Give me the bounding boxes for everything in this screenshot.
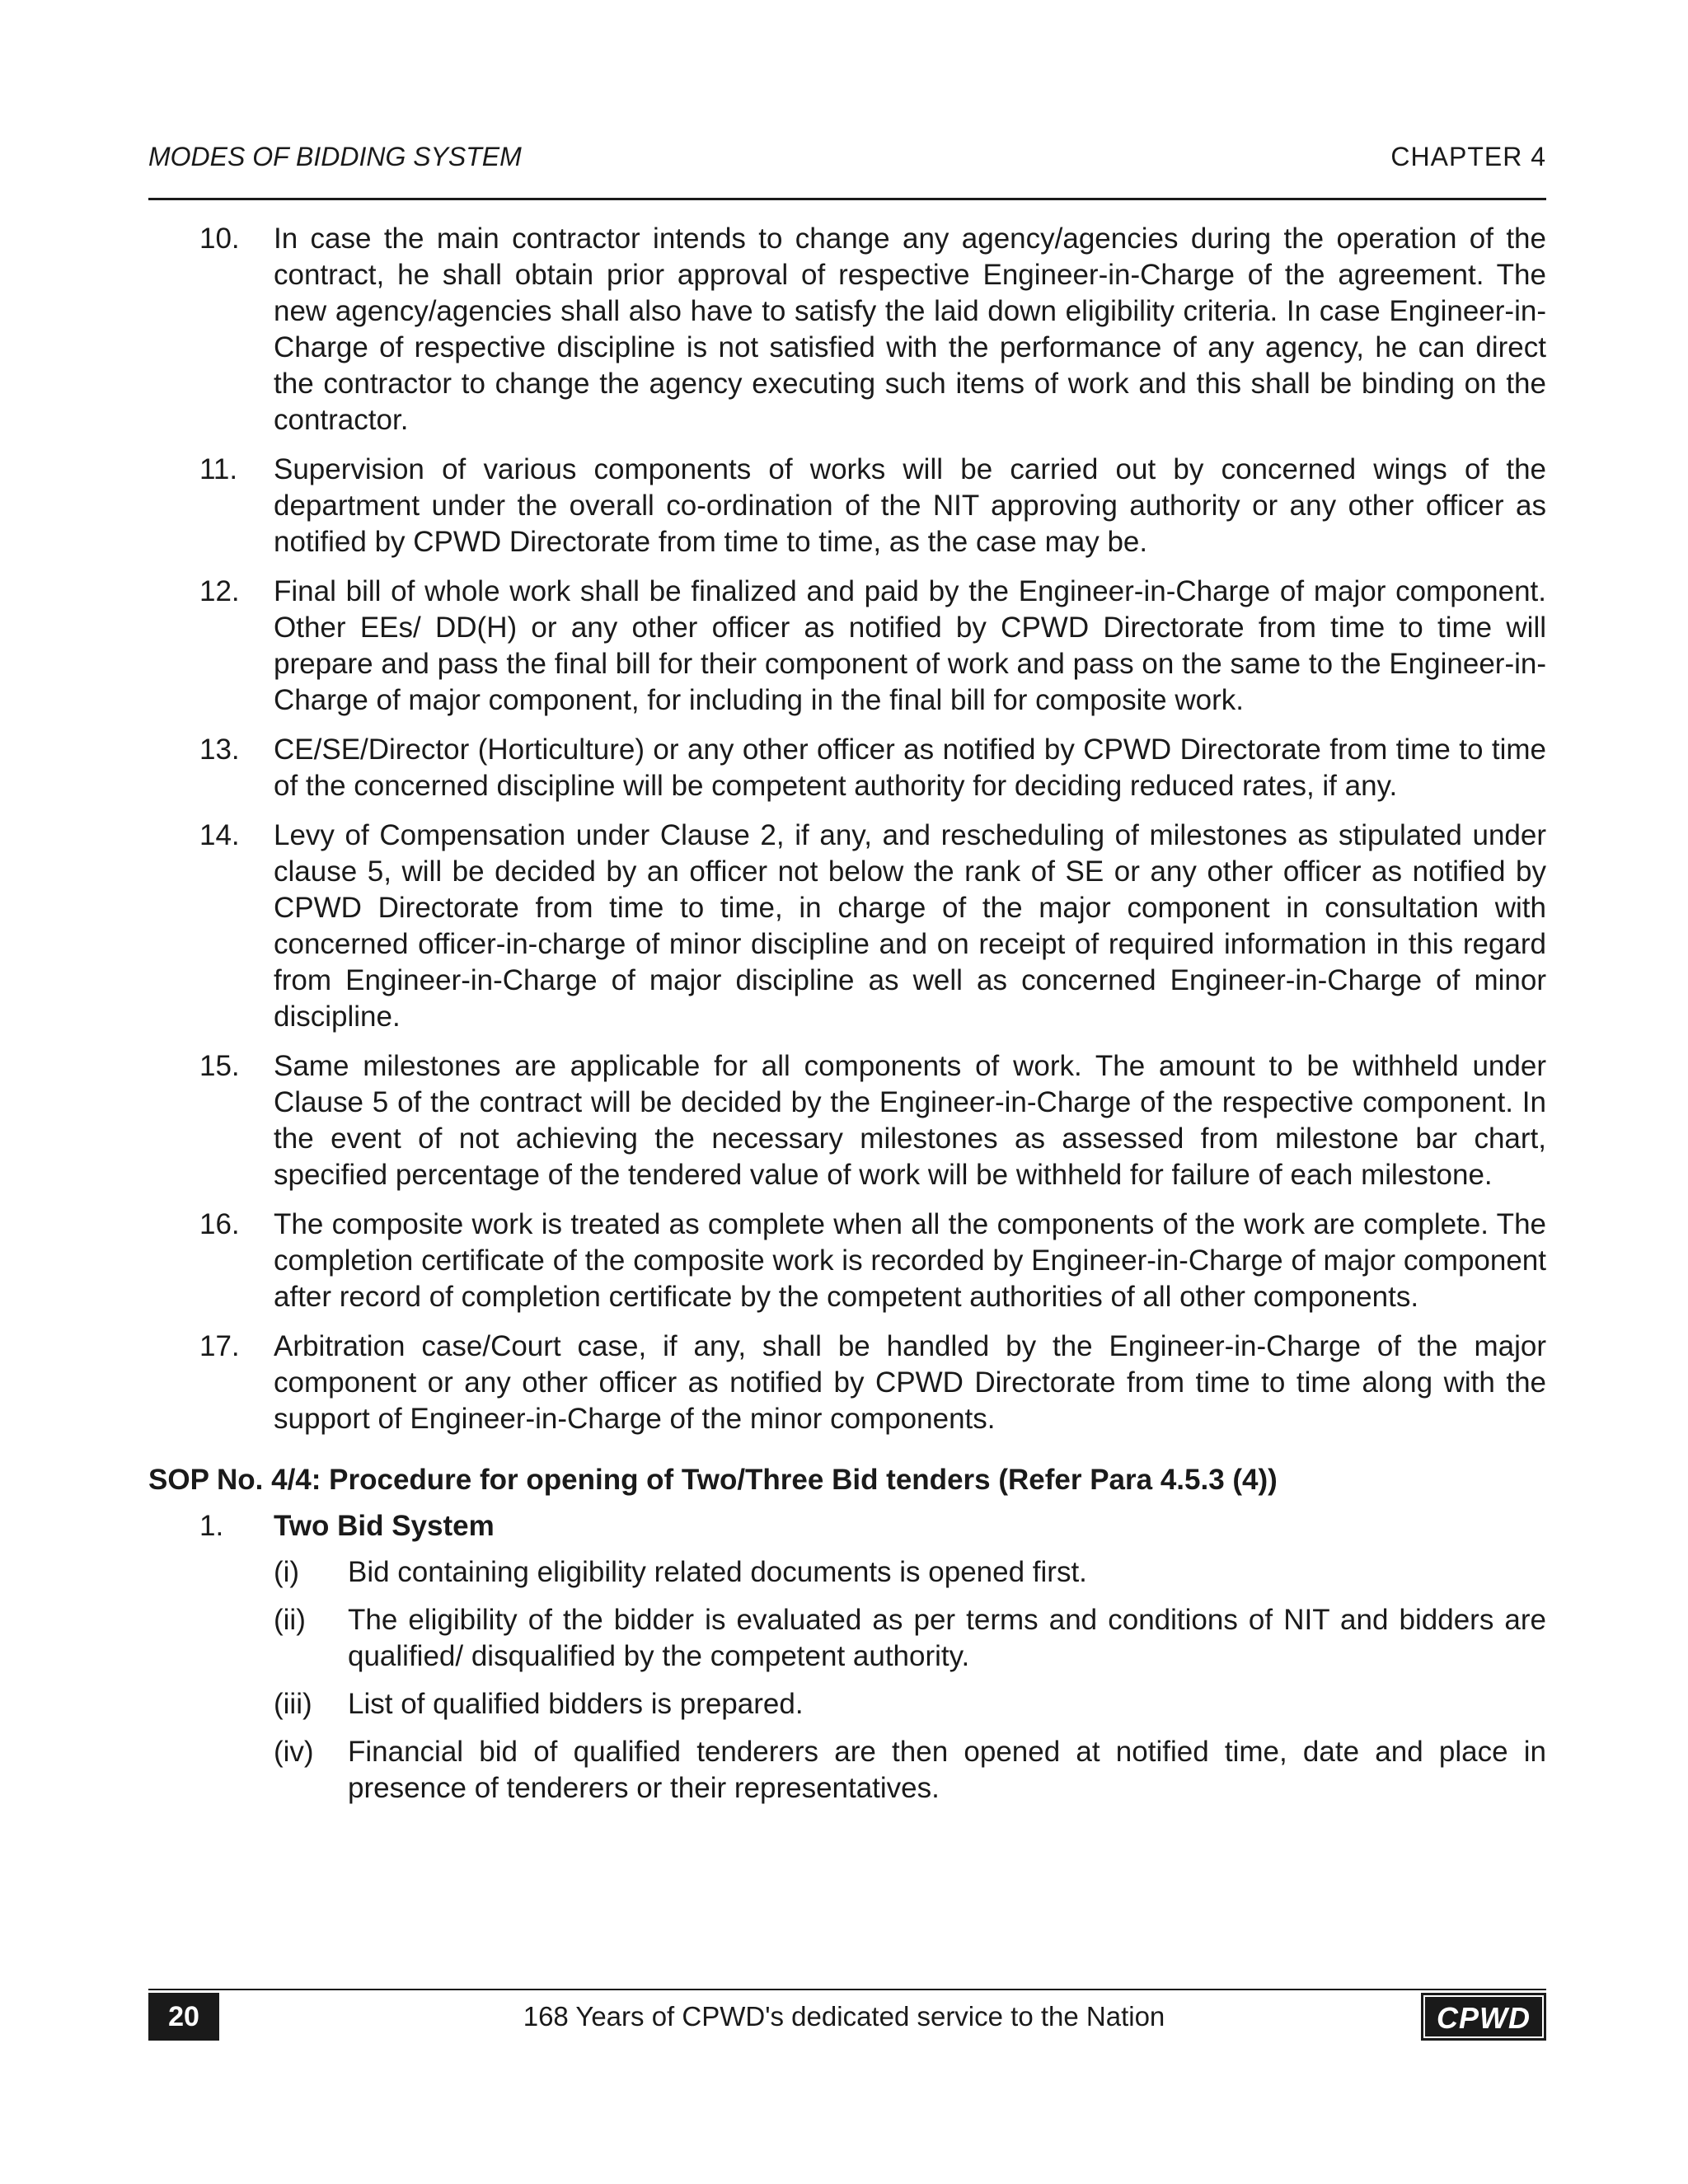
list-item [148, 1207, 1546, 1315]
list-item [148, 452, 1546, 560]
section-title: Two Bid System [274, 1510, 495, 1542]
section-heading [148, 1508, 1546, 1544]
page-content [148, 221, 1546, 1818]
list-item [148, 1329, 1546, 1437]
list-item [148, 818, 1546, 1035]
item-text: In case the main contractor intends to change any agency/agencies during the operation of the contract, he shall obtain prior approval of respective Engineer-in-Charge of the agreement. The new agency/agencies shall also have to satisfy the laid down eligibility criteria. In case Engineer-in-Charge of respective discipline is not satisfied with the performance of any agency, he can direct the contractor to change the agency executing such items of work and this shall be binding on the contractor. [274, 223, 1546, 436]
sub-item-number: (ii) [274, 1604, 306, 1636]
item-number: 12. [199, 575, 240, 607]
sub-list-item [148, 1554, 1546, 1591]
sub-item-text: The eligibility of the bidder is evaluated as per terms and conditions of NIT and bidders are qualified/ disqualified by the competent authority. [348, 1604, 1546, 1672]
item-number: 13. [199, 733, 240, 766]
sub-list-item [148, 1602, 1546, 1675]
cpwd-logo-icon [1421, 1993, 1546, 2041]
item-number: 10. [199, 223, 240, 255]
item-text: Levy of Compensation under Clause 2, if any, and rescheduling of milestones as stipulated under clause 5, will be decided by an officer not below the rank of SE or any other officer as notified by CPWD Directorate from time to time, in charge of the major component in consultation with concerned officer-in-charge of minor discipline and on receipt of required information in this regard from Engineer-in-Charge of major discipline as well as concerned Engineer-in-Charge of minor discipline. [274, 819, 1546, 1033]
sub-item-text: List of qualified bidders is prepared. [348, 1688, 804, 1720]
sub-item-number: (iv) [274, 1736, 314, 1768]
sub-list-item [148, 1734, 1546, 1807]
page-number: 20 [148, 1993, 219, 2041]
item-text: CE/SE/Director (Horticulture) or any other officer as notified by CPWD Directorate from time to time of the concerned discipline will be competent authority for deciding reduced rates, if any. [274, 733, 1546, 802]
list-item [148, 574, 1546, 719]
item-text: Supervision of various components of works will be carried out by concerned wings of the department under the overall co-ordination of the NIT approving authority or any other officer as notified by CPWD Directorate from time to time, as the case may be. [274, 453, 1546, 558]
sub-item-number: (i) [274, 1556, 300, 1588]
header-divider [148, 198, 1546, 200]
item-text: Final bill of whole work shall be finalized and paid by the Engineer-in-Charge of major component. Other EEs/ DD(H) or any other officer as notified by CPWD Directorate from time to time will prepare and pass the final bill for their component of work and pass on the same to the Engineer-in-Charge of major component, for including in the final bill for composite work. [274, 575, 1546, 716]
section-number: 1. [199, 1510, 224, 1542]
item-text: Same milestones are applicable for all components of work. The amount to be withheld under Clause 5 of the contract will be decided by the Engineer-in-Charge of the respective component. In the event of not achieving the necessary milestones as assessed from milestone bar chart, specified percentage of the tendered value of work will be withheld for failure of each milestone. [274, 1050, 1546, 1191]
list-item [148, 1048, 1546, 1193]
footer-tagline: 168 Years of CPWD's dedicated service to the Nation [523, 2001, 1165, 2032]
item-text: Arbitration case/Court case, if any, shall be handled by the Engineer-in-Charge of the major component or any other officer as notified by CPWD Directorate from time to time along with the support of Engineer-in-Charge of the minor components. [274, 1330, 1546, 1435]
sop-heading: SOP No. 4/4: Procedure for opening of Two/Three Bid tenders (Refer Para 4.5.3 (4)) [148, 1464, 1278, 1496]
page-header [148, 142, 1546, 183]
sub-item-text: Bid containing eligibility related documents is opened first. [348, 1556, 1087, 1588]
list-item [148, 221, 1546, 438]
header-section-title: MODES OF BIDDING SYSTEM [148, 142, 522, 171]
sub-item-number: (iii) [274, 1688, 312, 1720]
logo-text: CPWD [1437, 2001, 1531, 2035]
list-item [148, 732, 1546, 804]
sub-list-item [148, 1686, 1546, 1722]
item-text: The composite work is treated as complete when all the components of the work are complete. The completion certificate of the composite work is recorded by Engineer-in-Charge of major component after record of completion certificate by the competent authorities of all other components. [274, 1208, 1546, 1313]
sub-item-text: Financial bid of qualified tenderers are then opened at notified time, date and place in presence of tenderers or their representatives. [348, 1736, 1546, 1804]
header-chapter: CHAPTER 4 [1390, 142, 1546, 171]
item-number: 14. [199, 819, 240, 851]
item-number: 15. [199, 1050, 240, 1082]
footer-divider [148, 1989, 1546, 1990]
item-number: 17. [199, 1330, 240, 1362]
item-number: 11. [199, 453, 238, 485]
item-number: 16. [199, 1208, 240, 1240]
